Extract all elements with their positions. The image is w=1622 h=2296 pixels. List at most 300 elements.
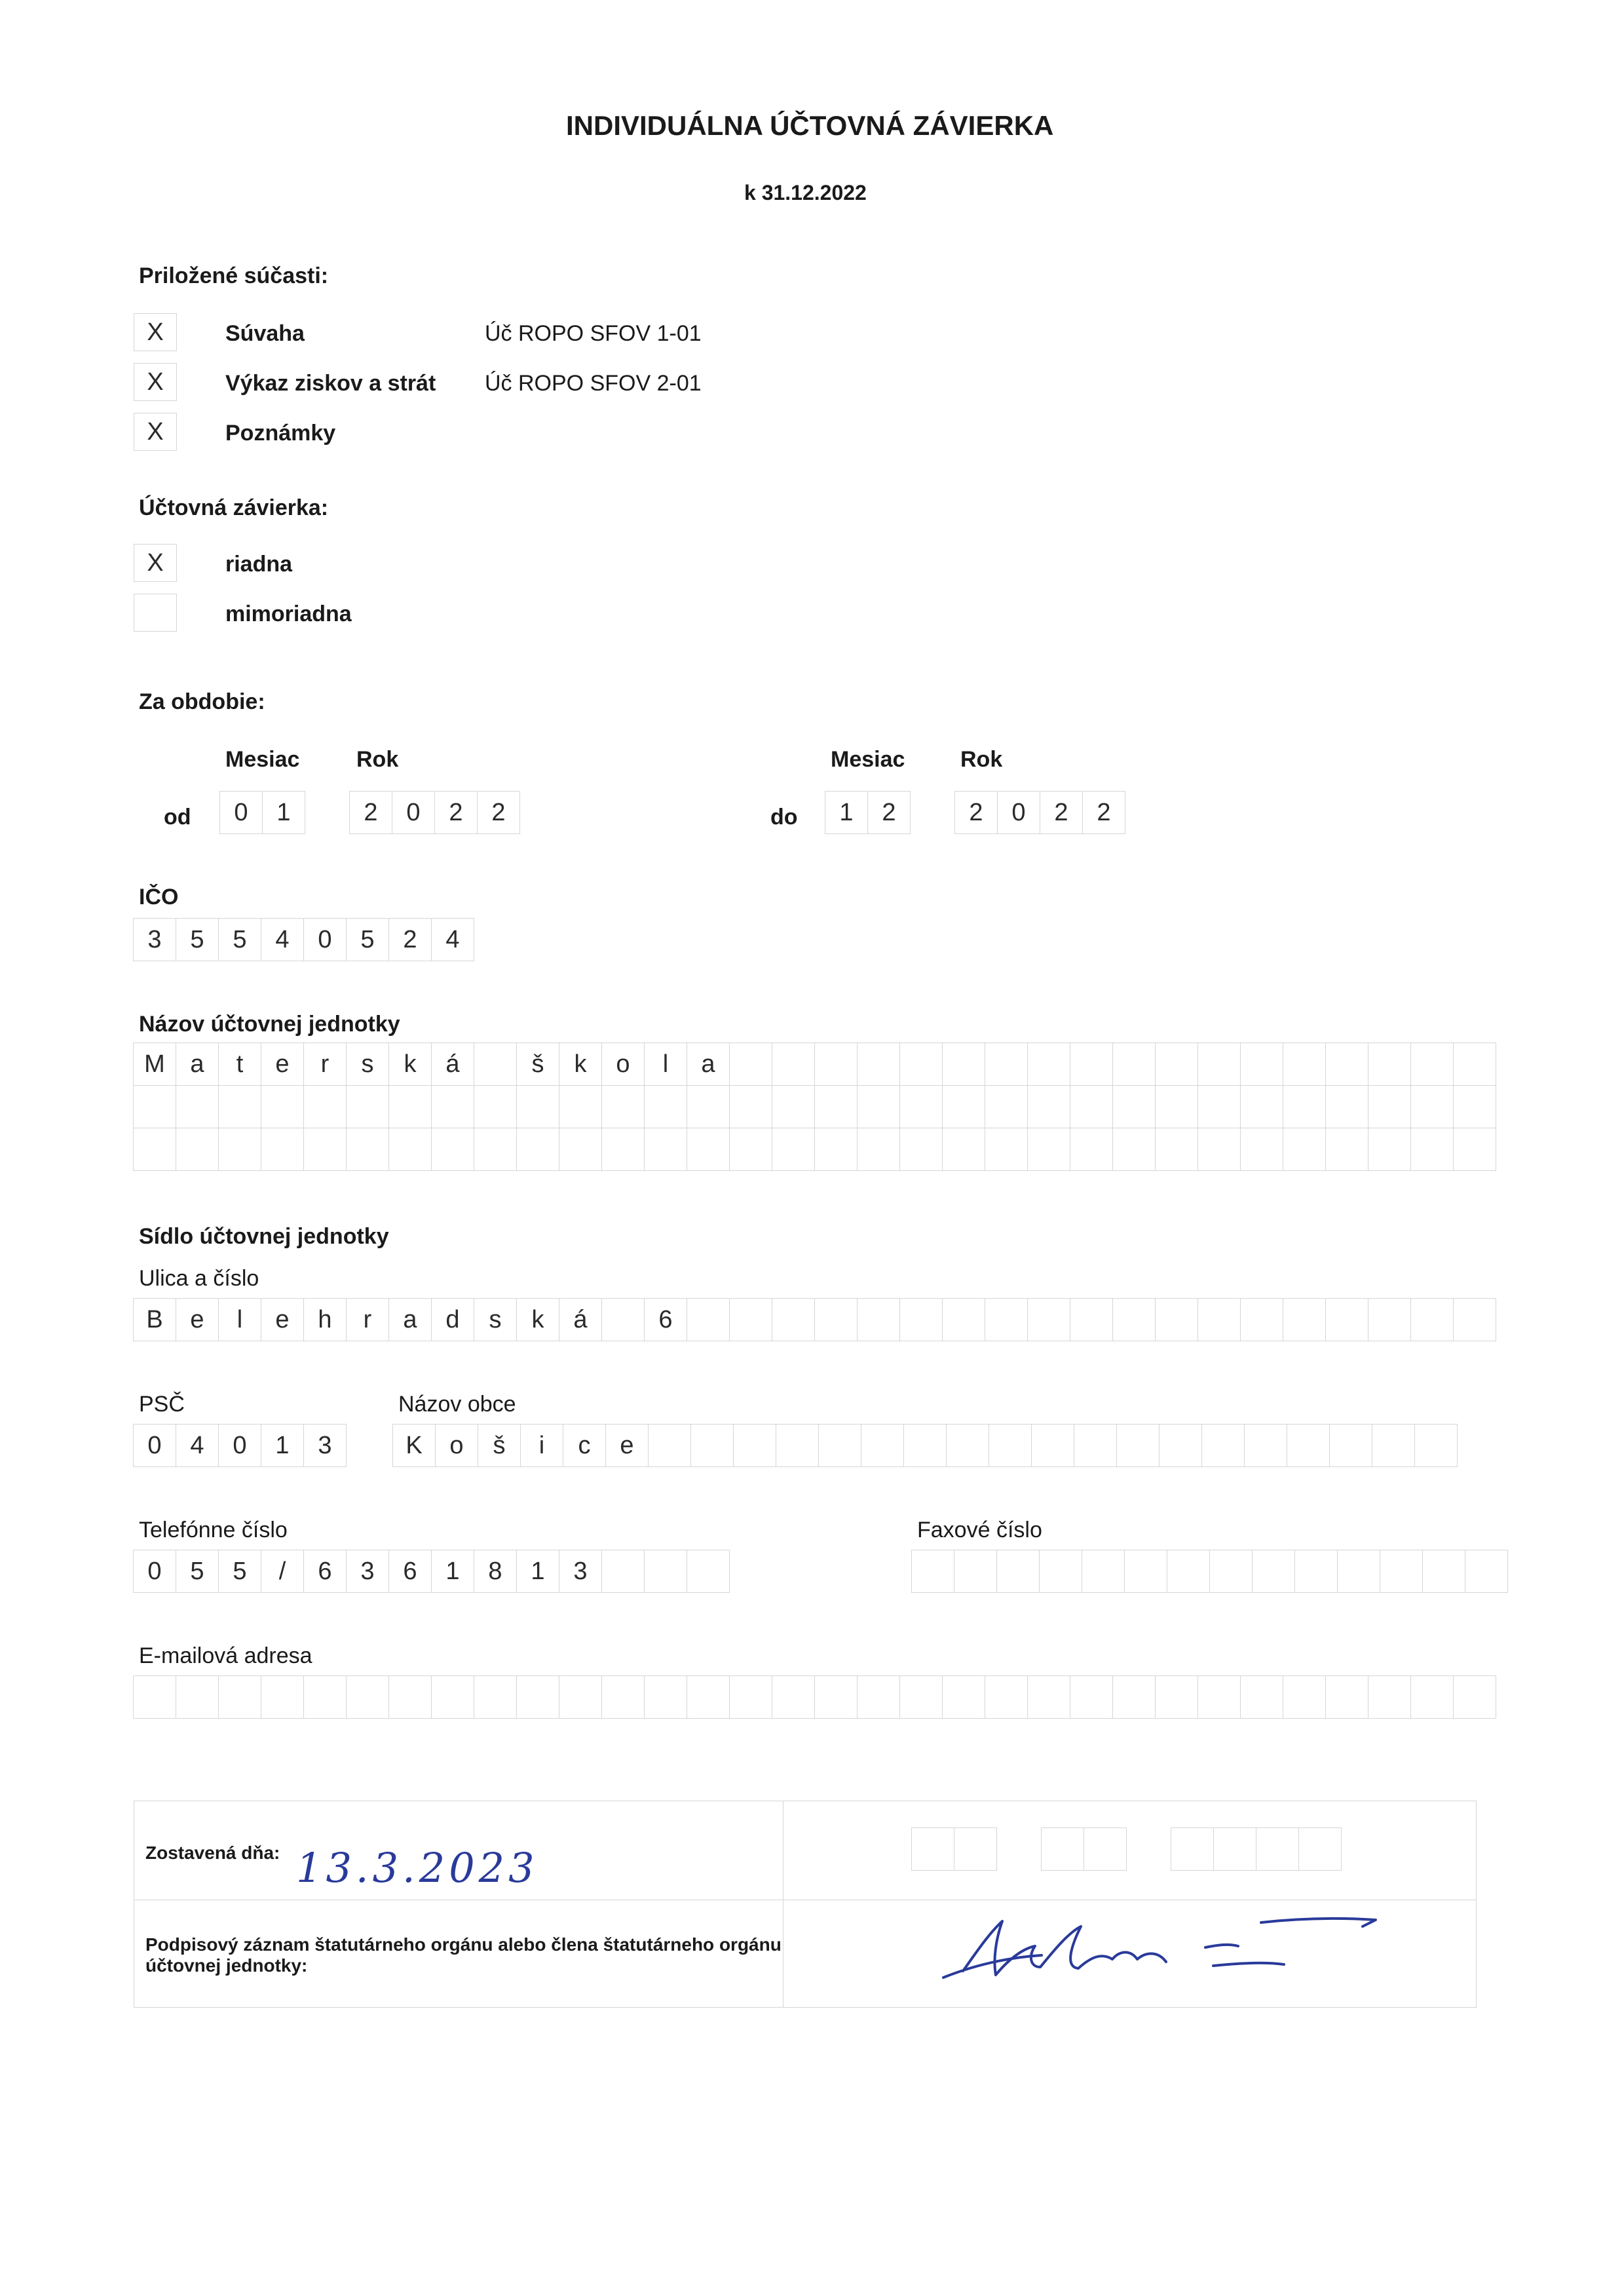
entity-name-cell [1325,1128,1368,1171]
street-cell: h [303,1298,347,1341]
street-cell [1112,1298,1156,1341]
fax-cell [1294,1550,1338,1593]
seat-heading: Sídlo účtovnej jednotky [139,1224,389,1249]
ico-cell: 5 [218,918,261,961]
entity-name-cell [516,1128,559,1171]
city-cell: š [478,1424,521,1467]
entity-name-cell [644,1085,687,1128]
email-cell [559,1675,602,1719]
street-cell [1453,1298,1496,1341]
phone-cell: 0 [133,1550,176,1593]
to-month-label: Mesiac [831,747,905,772]
entity-name-cell [857,1128,900,1171]
street-cell [814,1298,858,1341]
entity-name-cell [772,1128,815,1171]
to-label: do [770,805,798,830]
entity-name-cell: r [303,1043,347,1086]
entity-name-cell [1283,1043,1326,1086]
entity-name-cell [431,1128,474,1171]
entity-name-cell [133,1085,176,1128]
from-year-cell: 0 [392,791,435,834]
street-cell [1198,1298,1241,1341]
email-cell [346,1675,389,1719]
city-cell: o [435,1424,478,1467]
entity-name-cell [1240,1043,1283,1086]
street-cell [1155,1298,1198,1341]
email-cell [1325,1675,1368,1719]
street-cell [1240,1298,1283,1341]
entity-name-cell: k [388,1043,432,1086]
city-cell [1159,1424,1202,1467]
phone-cell: 3 [346,1550,389,1593]
date-box-cell [1213,1827,1256,1871]
entity-name-cell [218,1128,261,1171]
street-cell [1325,1298,1368,1341]
city-cell: K [392,1424,436,1467]
ico-cell: 4 [261,918,304,961]
entity-name-cell [729,1085,772,1128]
entity-name-cell [814,1085,858,1128]
city-field[interactable] [393,1425,1458,1467]
entity-name-cell [1155,1085,1198,1128]
entity-name-cell [346,1128,389,1171]
from-month-cell: 0 [219,791,263,834]
phone-cell: 6 [388,1550,432,1593]
phone-cell [644,1550,687,1593]
street-cell: e [176,1298,219,1341]
date-box-month [1042,1828,1127,1871]
city-cell [776,1424,819,1467]
attached-code-0: Úč ROPO SFOV 1-01 [485,321,702,346]
ico-cell: 5 [176,918,219,961]
phone-cell: 1 [516,1550,559,1593]
fax-cell [996,1550,1040,1593]
phone-label: Telefónne číslo [139,1518,288,1542]
entity-name-cell [601,1085,645,1128]
entity-name-cell [899,1085,943,1128]
ico-cell: 3 [133,918,176,961]
street-cell [899,1298,943,1341]
closing-checkbox-extraordinary[interactable] [134,594,177,632]
city-cell [1116,1424,1160,1467]
entity-name-cell: a [687,1043,730,1086]
date-box-cell [1084,1827,1127,1871]
email-cell [176,1675,219,1719]
street-cell [729,1298,772,1341]
entity-name-cell [729,1128,772,1171]
email-cell [474,1675,517,1719]
street-cell [772,1298,815,1341]
entity-name-cell [559,1085,602,1128]
ico-label: IČO [139,885,179,909]
street-cell [1368,1298,1411,1341]
date-box-cell [1256,1827,1299,1871]
entity-name-cell [1368,1085,1411,1128]
phone-cell: 5 [218,1550,261,1593]
entity-name-cell [942,1085,985,1128]
entity-name-cell [1240,1085,1283,1128]
attached-code-1: Úč ROPO SFOV 2-01 [485,371,702,396]
entity-name-cell [1325,1043,1368,1086]
from-month-label: Mesiac [225,747,300,772]
city-cell [989,1424,1032,1467]
street-cell [1283,1298,1326,1341]
entity-name-cell [346,1085,389,1128]
entity-name-cell [388,1128,432,1171]
to-month-cell: 2 [867,791,911,834]
entity-name-cell [601,1128,645,1171]
phone-cell: 3 [559,1550,602,1593]
fax-cell [1465,1550,1508,1593]
street-cell [1070,1298,1113,1341]
phone-cell: / [261,1550,304,1593]
from-month-field[interactable] [220,792,305,834]
city-cell [1329,1424,1372,1467]
to-year-cell: 2 [1082,791,1125,834]
city-cell [1201,1424,1245,1467]
entity-name-cell [1283,1128,1326,1171]
entity-name-cell [1070,1043,1113,1086]
city-cell [1244,1424,1287,1467]
from-label: od [164,805,191,830]
email-cell [1155,1675,1198,1719]
entity-name-cell [687,1128,730,1171]
signature-label-line2: účtovnej jednotky: [145,1955,308,1976]
entity-name-cell [474,1043,517,1086]
from-year-label: Rok [356,747,399,772]
ico-cell: 0 [303,918,347,961]
entity-name-cell [942,1128,985,1171]
fax-cell [1380,1550,1423,1593]
to-year-cell: 2 [1040,791,1083,834]
fax-cell [1422,1550,1465,1593]
fax-cell [1252,1550,1295,1593]
entity-name-cell [644,1128,687,1171]
entity-name-row [134,1043,1496,1086]
fax-cell [911,1550,954,1593]
fax-cell [954,1550,997,1593]
attached-checkbox-2[interactable]: X [134,413,177,451]
fax-label: Faxové číslo [917,1518,1042,1542]
entity-name-cell [1112,1085,1156,1128]
period-heading: Za obdobie: [139,689,265,714]
to-year-cell: 2 [954,791,998,834]
entity-name-row [134,1128,1496,1171]
date-box-cell [1041,1827,1084,1871]
entity-name-cell [1368,1128,1411,1171]
entity-name-cell [1027,1128,1070,1171]
entity-name-cell [1410,1128,1454,1171]
email-cell [1368,1675,1411,1719]
entity-name-cell [814,1043,858,1086]
entity-name-cell [1198,1085,1241,1128]
entity-name-cell [1453,1085,1496,1128]
handwritten-signature [930,1907,1402,1992]
attached-label-0: Súvaha [225,321,305,346]
email-cell [814,1675,858,1719]
city-label: Názov obce [398,1392,516,1417]
date-box-year [1171,1828,1342,1871]
email-cell [1283,1675,1326,1719]
entity-name-cell [1112,1128,1156,1171]
entity-name-cell [985,1085,1028,1128]
entity-name-cell [729,1043,772,1086]
entity-name-cell [1070,1085,1113,1128]
street-label: Ulica a číslo [139,1266,259,1291]
from-year-cell: 2 [434,791,478,834]
entity-name-cell [474,1128,517,1171]
ico-field[interactable] [134,919,474,961]
closing-heading: Účtovná závierka: [139,495,329,520]
entity-name-cell: e [261,1043,304,1086]
entity-name-cell [899,1043,943,1086]
city-cell [903,1424,947,1467]
date-box-cell [1171,1827,1214,1871]
city-cell [946,1424,989,1467]
entity-name-cell [985,1128,1028,1171]
street-cell [942,1298,985,1341]
city-cell: e [605,1424,649,1467]
city-cell [690,1424,734,1467]
phone-cell [601,1550,645,1593]
street-cell: e [261,1298,304,1341]
street-cell [985,1298,1028,1341]
entity-name-cell [303,1085,347,1128]
entity-name-cell [516,1085,559,1128]
entity-name-cell [559,1128,602,1171]
entity-name-cell [1070,1128,1113,1171]
entity-name-cell [388,1085,432,1128]
city-cell [818,1424,861,1467]
street-cell: s [474,1298,517,1341]
phone-cell: 6 [303,1550,347,1593]
entity-name-cell [1453,1128,1496,1171]
entity-name-cell [687,1085,730,1128]
entity-name-cell [1198,1128,1241,1171]
phone-cell [687,1550,730,1593]
compiled-date[interactable]: 13.3.2023 [296,1844,538,1892]
entity-name-cell [1283,1085,1326,1128]
psc-cell: 4 [176,1424,219,1467]
entity-name-cell [431,1085,474,1128]
email-cell [985,1675,1028,1719]
email-cell [899,1675,943,1719]
entity-name-cell: l [644,1043,687,1086]
entity-name-cell: k [559,1043,602,1086]
entity-name-cell [1410,1085,1454,1128]
city-cell: i [520,1424,563,1467]
entity-name-cell [1453,1043,1496,1086]
email-cell [261,1675,304,1719]
entity-name-cell [857,1043,900,1086]
entity-name-cell [899,1128,943,1171]
city-cell [1414,1424,1458,1467]
email-label: E-mailová adresa [139,1643,312,1668]
entity-name-cell [474,1085,517,1128]
email-cell [431,1675,474,1719]
ico-cell: 5 [346,918,389,961]
entity-name-row [134,1086,1496,1128]
psc-label: PSČ [139,1392,185,1417]
ico-cell: 2 [388,918,432,961]
street-cell: 6 [644,1298,687,1341]
to-month-cell: 1 [825,791,868,834]
entity-name-cell: á [431,1043,474,1086]
fax-cell [1039,1550,1082,1593]
fax-cell [1124,1550,1167,1593]
entity-name-cell [1410,1043,1454,1086]
to-year-cell: 0 [997,791,1040,834]
entity-name-cell [857,1085,900,1128]
entity-name-cell: M [133,1043,176,1086]
email-cell [772,1675,815,1719]
phone-field[interactable] [134,1550,730,1593]
entity-name-cell [1325,1085,1368,1128]
attached-heading: Priložené súčasti: [139,263,329,288]
entity-name-cell [133,1128,176,1171]
attached-label-1: Výkaz ziskov a strát [225,371,436,396]
email-cell [1027,1675,1070,1719]
entity-name-cell [772,1085,815,1128]
city-cell [861,1424,904,1467]
email-cell [1070,1675,1113,1719]
closing-label-extraordinary: mimoriadna [225,602,352,626]
entity-name-cell [772,1043,815,1086]
to-year-field[interactable] [955,792,1125,834]
entity-name-cell: š [516,1043,559,1086]
email-cell [303,1675,347,1719]
entity-name-cell [1027,1043,1070,1086]
entity-name-cell [1368,1043,1411,1086]
from-month-cell: 1 [262,791,305,834]
entity-name-cell [218,1085,261,1128]
email-cell [1112,1675,1156,1719]
date-box-cell [1298,1827,1342,1871]
entity-name-cell [1155,1128,1198,1171]
psc-cell: 0 [133,1424,176,1467]
email-cell [601,1675,645,1719]
city-cell [1074,1424,1117,1467]
street-cell: d [431,1298,474,1341]
street-cell: r [346,1298,389,1341]
attached-checkbox-1[interactable]: X [134,363,177,401]
email-cell [729,1675,772,1719]
from-year-cell: 2 [477,791,520,834]
document-title: INDIVIDUÁLNA ÚČTOVNÁ ZÁVIERKA [566,110,1054,141]
date-box-cell [954,1827,997,1871]
date-line: k 31.12.2022 [744,181,867,204]
entity-name-cell: o [601,1043,645,1086]
to-month-field[interactable] [825,792,911,834]
street-field[interactable] [134,1299,1496,1341]
fax-cell [1082,1550,1125,1593]
entity-name-cell [303,1128,347,1171]
entity-name-cell [1198,1043,1241,1086]
signature-label-line1: Podpisový záznam štatutárneho orgánu alebo člena štatutárneho orgánu [145,1934,782,1955]
entity-name-cell [1240,1128,1283,1171]
city-cell: c [563,1424,606,1467]
street-cell [687,1298,730,1341]
email-cell [218,1675,261,1719]
entity-name-cell [814,1128,858,1171]
phone-cell: 1 [431,1550,474,1593]
street-cell [601,1298,645,1341]
email-cell [1240,1675,1283,1719]
closing-checkbox-regular[interactable]: X [134,544,177,582]
street-cell: l [218,1298,261,1341]
closing-label-regular: riadna [225,552,293,577]
psc-cell: 3 [303,1424,347,1467]
city-cell [1372,1424,1415,1467]
entity-name-cell: a [176,1043,219,1086]
compiled-label: Zostavená dňa: [145,1843,280,1863]
city-cell [648,1424,691,1467]
to-year-label: Rok [960,747,1003,772]
fax-cell [1167,1550,1210,1593]
psc-field[interactable] [134,1425,347,1467]
email-cell [857,1675,900,1719]
email-cell [133,1675,176,1719]
psc-cell: 1 [261,1424,304,1467]
entity-name-cell: s [346,1043,389,1086]
street-cell [857,1298,900,1341]
entity-name-cell [1027,1085,1070,1128]
entity-name-cell [1155,1043,1198,1086]
date-box-cell [911,1827,954,1871]
entity-name-cell: t [218,1043,261,1086]
entity-name-field[interactable] [134,1043,1496,1171]
street-cell [1410,1298,1454,1341]
email-cell [516,1675,559,1719]
fax-cell [1337,1550,1380,1593]
entity-name-cell [261,1128,304,1171]
street-cell [1027,1298,1070,1341]
ico-cell: 4 [431,918,474,961]
entity-name-label: Názov účtovnej jednotky [139,1012,400,1037]
entity-name-cell [1112,1043,1156,1086]
email-cell [687,1675,730,1719]
street-cell: a [388,1298,432,1341]
entity-name-cell [176,1085,219,1128]
fax-cell [1209,1550,1253,1593]
entity-name-cell [176,1128,219,1171]
city-cell [733,1424,776,1467]
email-cell [1453,1675,1496,1719]
from-year-field[interactable] [350,792,520,834]
attached-label-2: Poznámky [225,421,336,446]
phone-cell: 8 [474,1550,517,1593]
street-cell: B [133,1298,176,1341]
street-cell: á [559,1298,602,1341]
attached-checkbox-0[interactable]: X [134,313,177,351]
psc-cell: 0 [218,1424,261,1467]
fax-field[interactable] [912,1550,1508,1593]
email-field[interactable] [134,1676,1496,1719]
date-box-day [912,1828,997,1871]
from-year-cell: 2 [349,791,392,834]
street-cell: k [516,1298,559,1341]
email-cell [1198,1675,1241,1719]
city-cell [1287,1424,1330,1467]
city-cell [1031,1424,1074,1467]
email-cell [1410,1675,1454,1719]
entity-name-cell [942,1043,985,1086]
email-cell [942,1675,985,1719]
phone-cell: 5 [176,1550,219,1593]
email-cell [388,1675,432,1719]
entity-name-cell [261,1085,304,1128]
entity-name-cell [985,1043,1028,1086]
